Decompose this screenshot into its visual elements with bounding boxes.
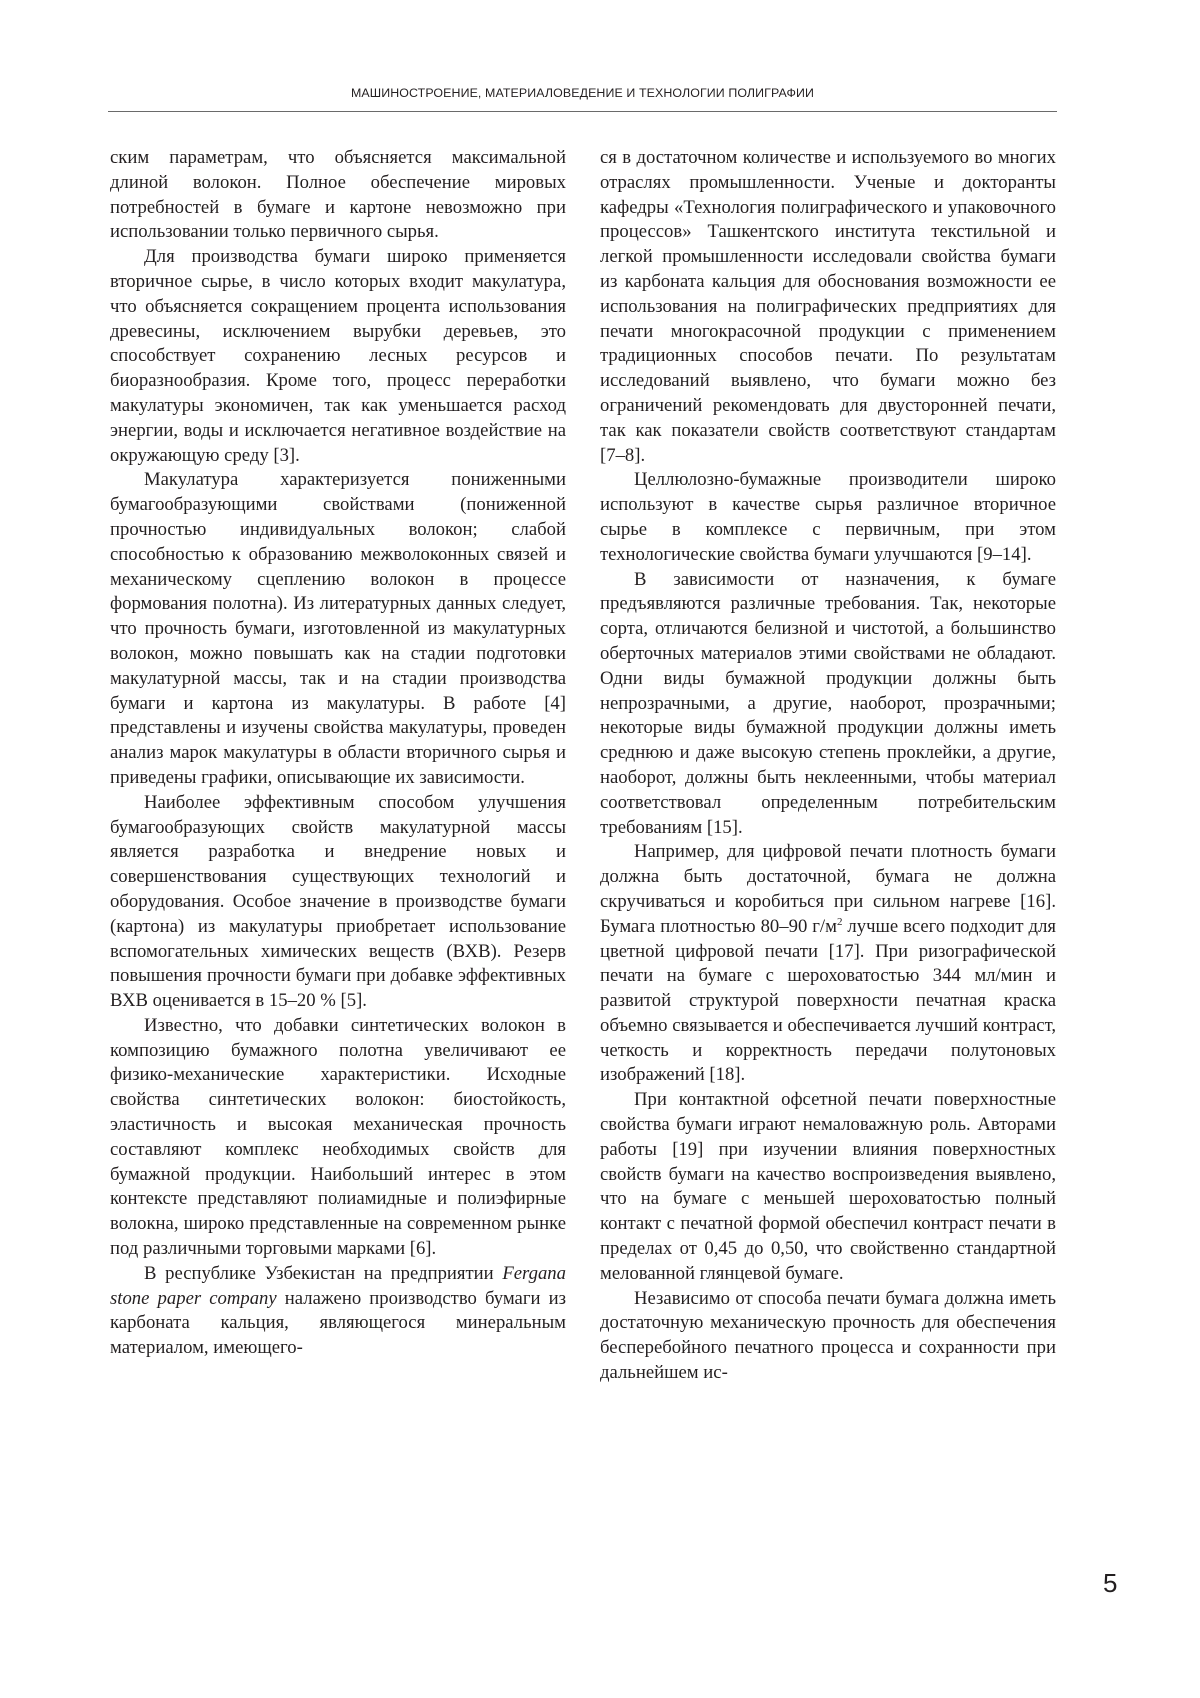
- running-header: МАШИНОСТРОЕНИЕ, МАТЕРИАЛОВЕДЕНИЕ И ТЕХНОЛОГИИ ПОЛИГРАФИИ: [350, 86, 814, 100]
- paragraph: Наиболее эффективным способом улучшения бумагообразующих свойств макулатурной массы является разработка и внедрение новых и совершенствования существующих технологий и оборудования. Особое значение в производстве бумаги (картона) из макулатуры приобретает использование вспомогательных химических веществ (ВХВ). Резерв повышения прочности бумаги при добавке эффективных ВХВ оценивается в 15–20 % [5].: [110, 791, 566, 1012]
- header-rule: [108, 111, 1057, 112]
- text-run: В республике Узбекистан на предприятии: [144, 1262, 503, 1284]
- paragraph: Известно, что добавки синтетических волокон в композицию бумажного полотна увеличивают ее физико-механические характеристики. Исходные свойства синтетических волокон: биостойкость, эластичность и высокая механическая прочность составляют комплекс необходимых свойств для бумажной продукции. Наибольший интерес в этом контексте представляют полиамидные и полиэфирные волокна, широко представленные на современном рынке под различными торговыми марками [6].: [110, 1014, 566, 1260]
- paragraph: Макулатура характеризуется пониженными бумагообразующими свойствами (пониженной прочностью индивидуальных волокон; слабой способностью к образованию межволоконных связей и механическому сцеплению волокон в процессе формования полотна). Из литературных данных следует, что прочность бумаги, изготовленной из макулатурных волокон, можно повышать как на стадии подготовки макулатурной массы, так и на стадии производства бумаги и картона из макулатуры. В работе [4] представлены и изучены свойства макулатуры, проведен анализ марок макулатуры в области вторичного сырья и приведены графики, описывающие их зависимости.: [110, 469, 566, 788]
- company-name: Fergana stone paper company: [110, 1262, 566, 1309]
- paragraph: ся в достаточном количестве и используемого во многих отраслях промышленности. Ученые и докторанты кафедры «Технология полиграфического и упаковочного процессов» Ташкентского института текстильной и легкой промышленности исследовали свойства бумаги из карбоната кальция для обоснования возможности ее использования на полиграфических предприятиях для печати многокрасочной продукции с применением традиционных способов печати. По результатам исследований выявлено, что бумаги можно без ограничений рекомендовать для двусторонней печати, так как показатели свойств соответствуют стандартам [7–8].: [600, 147, 1056, 466]
- page-number: 5: [1103, 1568, 1118, 1598]
- text-run: Например, для цифровой печати плотность бумаги должна быть достаточной, бумага не должна скручиваться и коробиться при сильном нагреве [16]. Бумага плотностью 80–90 г/м: [600, 841, 1056, 937]
- paragraph: Целлюлозно-бумажные производители широко используют в качестве сырья различное вторичное сырье в комплексе с первичным, при этом технологические свойства бумаги улучшаются [9–14].: [600, 469, 1056, 565]
- paragraph: Независимо от способа печати бумага должна иметь достаточную механическую прочность для обеспечения бесперебойного печатного процесса и сохранности при дальнейшем ис-: [600, 1287, 1056, 1384]
- right-column: [600, 146, 1056, 1386]
- paragraph: Для производства бумаги широко применяется вторичное сырье, в число которых входит макулатура, что объясняется сокращением процента использования древесины, исключением вырубки деревьев, это способствует сохранению лесных ресурсов и биоразнообразия. Кроме того, процесс переработки макулатуры экономичен, так как уменьшается расход энергии, воды и исключается негативное воздействие на окружающую среду [3].: [110, 246, 566, 466]
- paragraph: При контактной офсетной печати поверхностные свойства бумаги играют немаловажную роль. Авторами работы [19] при изучении влияния поверхностных свойств бумаги на качество воспроизведения выявлено, что на бумаге с меньшей шероховатостью полный контакт с печатной формой обеспечил контраст печати в пределах от 0,45 до 0,50, что свойственно стандартной мелованной глянцевой бумаге.: [600, 1089, 1056, 1284]
- paragraph: [600, 840, 1056, 1088]
- text-run: налажено производство бумаги из карбоната кальция, являющегося минеральным материалом, имеющего-: [110, 1287, 566, 1359]
- paragraph: ским параметрам, что объясняется максимальной длиной волокон. Полное обеспечение мировых потребностей в бумаге и картоне невозможно при использовании только первичного сырья.: [110, 147, 566, 243]
- superscript: 2: [836, 915, 843, 928]
- paragraph: [110, 1262, 566, 1361]
- paragraph: В зависимости от назначения, к бумаге предъявляются различные требования. Так, некоторые сорта, отличаются белизной и чистотой, а большинство оберточных материалов этими свойствами не обладают. Одни виды бумажной продукции должны быть непрозрачными, а другие, наоборот, прозрачными; некоторые виды бумажной продукции должны иметь среднюю и даже высокую степень проклейки, а другие, наоборот, должны быть неклеенными, чтобы материал соответствовал определенным потребительским требованиям [15].: [600, 568, 1056, 838]
- left-column: [110, 146, 566, 1361]
- text-run: лучше всего подходит для цветной цифровой печати [17]. При ризографической печати на бумаге с шероховатостью 344 мл/мин и развитой структурой поверхности печатная краска объемно связывается и обеспечивается лучший контраст, четкость и корректность передачи полутоновых изображений [18].: [600, 915, 1056, 1086]
